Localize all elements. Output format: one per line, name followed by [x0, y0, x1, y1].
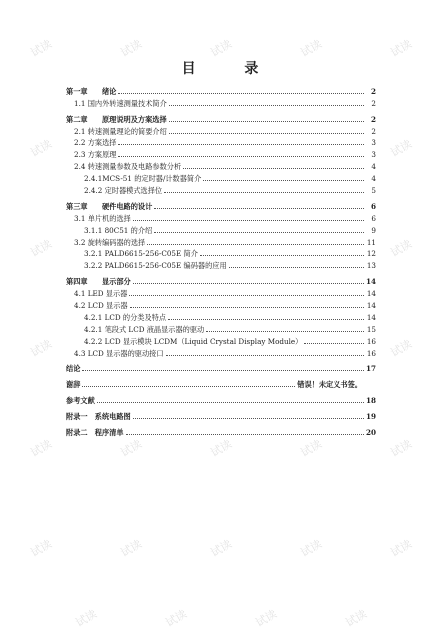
watermark-text: 试读 [388, 437, 415, 460]
toc-entry[interactable] [66, 346, 376, 358]
toc-entry-label: 附录二 程序清单 [66, 428, 124, 438]
toc-entry[interactable] [66, 223, 376, 235]
watermark-text: 试读 [388, 337, 415, 360]
watermark-text: 试读 [388, 237, 415, 260]
toc-entry[interactable] [66, 159, 376, 171]
watermark-text: 试读 [118, 537, 145, 560]
watermark-text: 试读 [208, 437, 235, 460]
toc-entry-page-number: 3 [371, 138, 376, 148]
toc-entry-page-number: 5 [371, 186, 376, 196]
toc-entry-page-number: 13 [366, 261, 376, 271]
watermark-text: 试读 [73, 607, 100, 630]
dot-leader [164, 192, 364, 193]
toc-entry[interactable] [66, 362, 376, 374]
dot-leader [203, 180, 364, 181]
dot-leader [200, 255, 364, 256]
toc-entry-page-number: 3 [371, 150, 376, 160]
toc-entry[interactable] [66, 393, 376, 405]
toc-entry[interactable] [66, 247, 376, 259]
toc-entry-label: 3.2.1 PALD6615-256-C05E 简介 [84, 249, 198, 259]
watermark-text: 试读 [298, 437, 325, 460]
toc-entry-label: 附录一 系统电路图 [66, 412, 131, 422]
toc-entry-label: 1.1 国内外转速测量技术简介 [74, 98, 167, 108]
toc-entry-page-number: 2 [370, 114, 376, 124]
toc-entry-label: 3.2.2 PALD6615-256-C05E 编码器的应用 [84, 261, 227, 271]
toc-entry[interactable] [66, 147, 376, 159]
toc-entry[interactable] [66, 183, 376, 195]
toc-entry-label: 2.2 方案选择 [74, 138, 117, 148]
toc-entry-page-number: 4 [371, 162, 376, 172]
toc-entry-label: 4.3 LCD 显示器的驱动接口 [74, 348, 164, 358]
toc-entry-label: 3.1.1 80C51 的介绍 [84, 225, 153, 235]
toc-entry-page-number: 16 [366, 348, 376, 358]
toc-entry-label: 第三章 硬件电路的设计 [66, 201, 153, 211]
dot-leader [169, 105, 364, 106]
toc-entry-label: 2.4.2 定时器模式选择位 [84, 186, 163, 196]
toc-entry-label: 参考文献 [66, 396, 95, 406]
toc-entry-page-number: 16 [366, 336, 376, 346]
toc-entry[interactable] [66, 322, 376, 334]
toc-entry[interactable] [66, 334, 376, 346]
dot-leader [129, 295, 364, 296]
toc-entry[interactable] [66, 84, 376, 96]
toc-entry-page-number: 14 [366, 289, 376, 299]
dot-leader [154, 208, 364, 209]
toc-entry-label: 3.2 旋转编码器的选择 [74, 237, 146, 247]
dot-leader [82, 370, 364, 371]
toc-entry-page-number: 6 [370, 201, 376, 211]
toc-entry-page-number: 4 [371, 174, 376, 184]
watermark-text: 试读 [208, 37, 235, 60]
watermark-text: 试读 [388, 537, 415, 560]
watermark-text: 试读 [388, 37, 415, 60]
toc-entry-label: 2.3 方案原理 [74, 150, 117, 160]
toc-entry-page-number: 11 [366, 237, 376, 247]
watermark-text: 试读 [163, 607, 190, 630]
toc-entry-label: 2.4 转速测量参数及电路参数分析 [74, 162, 182, 172]
toc-entry-page-number: 9 [371, 225, 376, 235]
toc-entry-page-number: 20 [365, 428, 376, 438]
toc-entry-page-number: 6 [371, 213, 376, 223]
toc-entry[interactable] [66, 258, 376, 270]
dot-leader [133, 283, 364, 284]
dot-leader [183, 168, 364, 169]
toc-entry-label: 4.2 LCD 显示器 [74, 301, 128, 311]
dot-leader [166, 355, 364, 356]
dot-leader [206, 331, 364, 332]
toc-entry-page-number: 14 [366, 301, 376, 311]
toc-entry-label: 4.2.1 LCD 的分类及特点 [84, 312, 167, 322]
dot-leader [147, 244, 364, 245]
dot-leader [126, 434, 364, 435]
dot-leader [229, 267, 364, 268]
toc-entry-page-number: 2 [371, 98, 376, 108]
toc-entry-page-number: 14 [365, 277, 376, 287]
toc-entry[interactable] [66, 124, 376, 136]
toc-entry-page-number: 15 [366, 324, 376, 334]
dot-leader [169, 121, 364, 122]
toc-entry[interactable] [66, 136, 376, 148]
toc-entry-page-number: 2 [371, 126, 376, 136]
toc-entry-label: 第四章 显示部分 [66, 277, 131, 287]
toc-entry[interactable] [66, 409, 376, 421]
watermark-text: 试读 [28, 537, 55, 560]
dot-leader [133, 220, 364, 221]
toc-entry[interactable] [66, 286, 376, 298]
toc-entry-page-number: 2 [370, 86, 376, 96]
toc-entry-label: 4.2.2 LCD 显示模块 LCDM（Liquid Crystal Display Module） [84, 336, 303, 346]
watermark-text: 试读 [28, 37, 55, 60]
toc-entry-page-number: 19 [365, 412, 376, 422]
toc-entry-label: 结论 [66, 364, 81, 374]
toc-entry[interactable] [66, 96, 376, 108]
toc-entry[interactable] [66, 274, 376, 286]
toc-entry-label: 第一章 绪论 [66, 86, 117, 96]
toc-entry[interactable] [66, 199, 376, 211]
dot-leader [304, 343, 364, 344]
toc-entry[interactable] [66, 377, 376, 389]
toc-entry[interactable] [66, 171, 376, 183]
dot-leader [118, 144, 364, 145]
watermark-text: 试读 [28, 437, 55, 460]
toc-entry-label: 2.1 转速测量理论的简要介绍 [74, 126, 167, 136]
dot-leader [169, 133, 364, 134]
toc-entry[interactable] [66, 112, 376, 124]
dot-leader [97, 402, 364, 403]
toc-entry-label: 谢辞 [66, 380, 81, 390]
toc-entry[interactable] [66, 211, 376, 223]
page-title: 目 录 [181, 61, 281, 77]
toc-entry-label: 3.1 单片机的选择 [74, 213, 131, 223]
toc-entry[interactable] [66, 425, 376, 437]
watermark-text: 试读 [208, 537, 235, 560]
dot-leader [168, 319, 364, 320]
dot-leader [118, 156, 364, 157]
table-of-contents [66, 84, 376, 437]
watermark-text: 试读 [28, 337, 55, 360]
toc-entry[interactable] [66, 235, 376, 247]
toc-entry-page-number: 17 [365, 364, 376, 374]
toc-entry[interactable] [66, 310, 376, 322]
toc-entry[interactable] [66, 298, 376, 310]
watermark-text: 试读 [343, 607, 370, 630]
toc-entry-page-number: 14 [366, 312, 376, 322]
watermark-text: 试读 [298, 537, 325, 560]
dot-leader [130, 307, 364, 308]
dot-leader [154, 232, 364, 233]
toc-entry-page-number: 18 [365, 396, 376, 406]
toc-entry-label: 4.1 LED 显示器 [74, 289, 128, 299]
watermark-text: 试读 [28, 237, 55, 260]
dot-leader [118, 93, 364, 94]
watermark-text: 试读 [118, 37, 145, 60]
watermark-text: 试读 [253, 607, 280, 630]
watermark-text: 试读 [388, 137, 415, 160]
toc-entry-label: 4.2.1 笔段式 LCD 液晶显示器的驱动 [84, 324, 205, 334]
toc-entry-error: 错误！未定义书签。 [297, 380, 362, 390]
watermark-text: 试读 [118, 437, 145, 460]
toc-entry-label: 2.4.1MCS-51 的定时器/计数器简介 [84, 174, 202, 184]
toc-entry-label: 第二章 原理说明及方案选择 [66, 114, 167, 124]
dot-leader [133, 418, 364, 419]
dot-leader [82, 386, 295, 387]
toc-entry-page-number: 12 [366, 249, 376, 259]
watermark-text: 试读 [298, 37, 325, 60]
watermark-text: 试读 [28, 137, 55, 160]
